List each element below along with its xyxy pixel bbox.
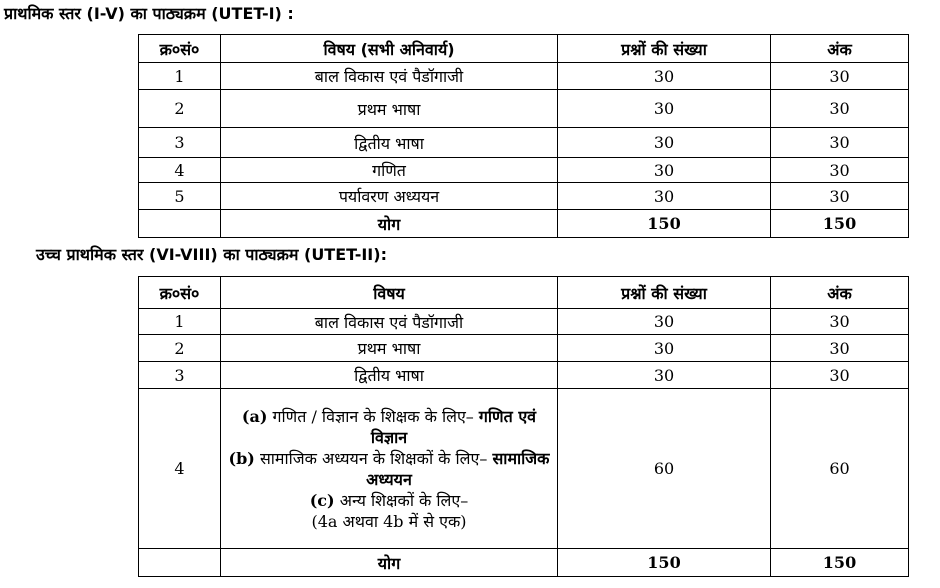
cell-subject: द्वितीय भाषा <box>221 128 558 158</box>
cell-marks: 30 <box>771 128 909 158</box>
table-row <box>139 128 909 158</box>
header-marks: अंक <box>771 35 909 63</box>
option-c-note: (4a अथवा 4b में से एक) <box>311 511 467 531</box>
table-row <box>139 183 909 210</box>
option-a-subject: गणित एवं विज्ञान <box>370 406 537 447</box>
table-row <box>139 309 909 335</box>
cell-marks: 30 <box>771 63 909 90</box>
cell-marks: 30 <box>771 183 909 210</box>
table-header-row <box>139 35 909 63</box>
total-label: योग <box>221 210 558 238</box>
cell-subject: द्वितीय भाषा <box>221 362 558 389</box>
utet1-syllabus-table <box>138 34 909 238</box>
total-marks: 150 <box>771 549 909 577</box>
cell-questions: 30 <box>558 309 771 335</box>
header-marks: अंक <box>771 277 909 309</box>
option-b-marker: (b) <box>228 448 255 468</box>
cell-questions: 60 <box>558 389 771 549</box>
cell-subject: पर्यावरण अध्ययन <box>221 183 558 210</box>
option-a-marker: (a) <box>241 406 268 426</box>
cell-serial: 1 <box>139 63 221 90</box>
cell-marks: 30 <box>771 362 909 389</box>
total-spacer <box>139 549 221 577</box>
header-questions: प्रश्नों की संख्या <box>558 277 771 309</box>
cell-subject: बाल विकास एवं पैडॉगाजी <box>221 309 558 335</box>
total-questions: 150 <box>558 210 771 238</box>
cell-marks: 60 <box>771 389 909 549</box>
table-row <box>139 90 909 128</box>
cell-marks: 30 <box>771 309 909 335</box>
total-row <box>139 549 909 577</box>
option-c <box>225 490 553 511</box>
cell-questions: 30 <box>558 63 771 90</box>
table-row <box>139 335 909 362</box>
cell-serial: 4 <box>139 158 221 183</box>
cell-subject: बाल विकास एवं पैडॉगाजी <box>221 63 558 90</box>
table-row <box>139 389 909 549</box>
table-row <box>139 63 909 90</box>
total-label: योग <box>221 549 558 577</box>
cell-questions: 30 <box>558 128 771 158</box>
cell-marks: 30 <box>771 158 909 183</box>
section2-heading: उच्च प्राथमिक स्तर (VI-VIII) का पाठ्यक्रम (UTET-II): <box>36 245 387 264</box>
table-row <box>139 158 909 183</box>
header-questions: प्रश्नों की संख्या <box>558 35 771 63</box>
table-row <box>139 362 909 389</box>
cell-questions: 30 <box>558 90 771 128</box>
cell-serial: 3 <box>139 128 221 158</box>
cell-subject-options <box>221 389 558 549</box>
utet2-syllabus-table <box>138 276 909 577</box>
cell-subject: प्रथम भाषा <box>221 335 558 362</box>
option-b <box>225 448 553 490</box>
cell-subject: प्रथम भाषा <box>221 90 558 128</box>
cell-marks: 30 <box>771 90 909 128</box>
cell-subject: गणित <box>221 158 558 183</box>
total-questions: 150 <box>558 549 771 577</box>
option-a-text: गणित / विज्ञान के शिक्षक के लिए– <box>272 406 474 426</box>
cell-questions: 30 <box>558 335 771 362</box>
cell-questions: 30 <box>558 158 771 183</box>
header-serial: क्र०सं० <box>139 35 221 63</box>
cell-serial: 1 <box>139 309 221 335</box>
option-b-subject: सामाजिक अध्ययन <box>366 448 550 489</box>
total-marks: 150 <box>771 210 909 238</box>
option-b-text: सामाजिक अध्ययन के शिक्षकों के लिए– <box>259 448 488 468</box>
option-a <box>225 406 553 448</box>
cell-serial: 5 <box>139 183 221 210</box>
header-serial: क्र०सं० <box>139 277 221 309</box>
total-spacer <box>139 210 221 238</box>
cell-serial: 4 <box>139 389 221 549</box>
header-subject: विषय <box>221 277 558 309</box>
cell-serial: 2 <box>139 90 221 128</box>
cell-serial: 3 <box>139 362 221 389</box>
option-c-marker: (c) <box>309 490 335 510</box>
total-row <box>139 210 909 238</box>
option-c-text: अन्य शिक्षकों के लिए– <box>339 490 469 510</box>
cell-questions: 30 <box>558 183 771 210</box>
cell-questions: 30 <box>558 362 771 389</box>
section1-heading: प्राथमिक स्तर (I-V) का पाठ्यक्रम (UTET-I) : <box>4 4 294 23</box>
cell-marks: 30 <box>771 335 909 362</box>
cell-serial: 2 <box>139 335 221 362</box>
table-header-row <box>139 277 909 309</box>
header-subject: विषय (सभी अनिवार्य) <box>221 35 558 63</box>
